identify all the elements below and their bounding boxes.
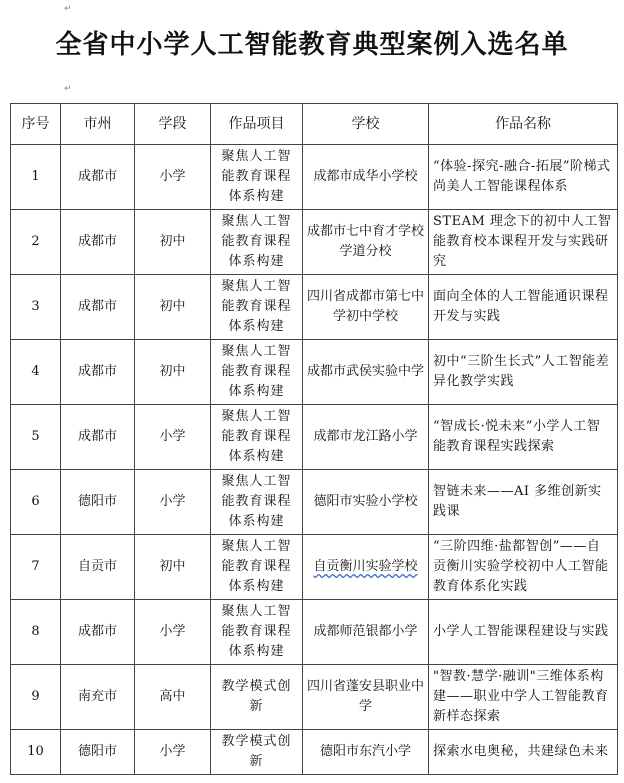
cell-school: 德阳市东汽小学 xyxy=(303,730,429,775)
table-row xyxy=(11,665,618,730)
cell-city: 成都市 xyxy=(61,340,135,405)
cell-school: 成都市成华小学校 xyxy=(303,145,429,210)
table-row xyxy=(11,210,618,275)
table-row xyxy=(11,340,618,405)
cell-seq: 5 xyxy=(11,405,61,470)
school-name-spellcheck: 自贡衡川实验学校 xyxy=(313,559,418,574)
cell-stage: 小学 xyxy=(135,470,211,535)
cell-stage: 小学 xyxy=(135,730,211,775)
cell-seq: 6 xyxy=(11,470,61,535)
cell-city: 成都市 xyxy=(61,600,135,665)
cell-project: 聚焦人工智能教育课程体系构建 xyxy=(211,470,303,535)
header-project: 作品项目 xyxy=(211,104,303,145)
table-row xyxy=(11,470,618,535)
cell-city: 成都市 xyxy=(61,275,135,340)
cell-project: 聚焦人工智能教育课程体系构建 xyxy=(211,210,303,275)
table-row xyxy=(11,405,618,470)
cell-city: 南充市 xyxy=(61,665,135,730)
table-row xyxy=(11,275,618,340)
cell-school: 成都市七中育才学校学道分校 xyxy=(303,210,429,275)
cell-work: "智教·慧学·融训"三维体系构建——职业中学人工智能教育新样态探索 xyxy=(429,665,618,730)
cell-work: 智链未来——AI 多维创新实践课 xyxy=(429,470,618,535)
cell-project: 教学模式创新 xyxy=(211,730,303,775)
header-work: 作品名称 xyxy=(429,104,618,145)
page-title: 全省中小学人工智能教育典型案例入选名单 xyxy=(55,30,569,60)
cell-school xyxy=(303,535,429,600)
cell-school: 德阳市实验小学校 xyxy=(303,470,429,535)
cell-city: 德阳市 xyxy=(61,730,135,775)
cell-work: 初中“三阶生长式”人工智能差异化教学实践 xyxy=(429,340,618,405)
cell-seq: 1 xyxy=(11,145,61,210)
table-header-row xyxy=(11,104,618,145)
cell-seq: 4 xyxy=(11,340,61,405)
cell-seq: 2 xyxy=(11,210,61,275)
header-city: 市州 xyxy=(61,104,135,145)
cell-school: 成都师范银都小学 xyxy=(303,600,429,665)
cell-city: 德阳市 xyxy=(61,470,135,535)
cell-seq: 7 xyxy=(11,535,61,600)
cell-seq: 10 xyxy=(11,730,61,775)
cell-stage: 初中 xyxy=(135,210,211,275)
cell-stage: 初中 xyxy=(135,275,211,340)
table-row xyxy=(11,145,618,210)
cell-work: 探索水电奥秘，共建绿色未来 xyxy=(429,730,618,775)
cell-project: 聚焦人工智能教育课程体系构建 xyxy=(211,275,303,340)
paragraph-mark: ↵ xyxy=(64,4,72,14)
paragraph-mark: ↵ xyxy=(64,84,72,94)
cell-school: 四川省蓬安县职业中学 xyxy=(303,665,429,730)
cell-work: STEAM 理念下的初中人工智能教育校本课程开发与实践研究 xyxy=(429,210,618,275)
cell-project: 聚焦人工智能教育课程体系构建 xyxy=(211,535,303,600)
cell-work: 面向全体的人工智能通识课程开发与实践 xyxy=(429,275,618,340)
cell-stage: 初中 xyxy=(135,340,211,405)
cell-city: 成都市 xyxy=(61,405,135,470)
cell-stage: 高中 xyxy=(135,665,211,730)
cell-seq: 3 xyxy=(11,275,61,340)
cell-project: 聚焦人工智能教育课程体系构建 xyxy=(211,600,303,665)
cell-city: 成都市 xyxy=(61,145,135,210)
cell-school: 四川省成都市第七中学初中学校 xyxy=(303,275,429,340)
cell-seq: 8 xyxy=(11,600,61,665)
header-school: 学校 xyxy=(303,104,429,145)
cell-work: 小学人工智能课程建设与实践 xyxy=(429,600,618,665)
cell-stage: 小学 xyxy=(135,600,211,665)
header-seq: 序号 xyxy=(11,104,61,145)
cell-stage: 初中 xyxy=(135,535,211,600)
cell-school: 成都市武侯实验中学 xyxy=(303,340,429,405)
cell-stage: 小学 xyxy=(135,405,211,470)
cell-work: “三阶四维·盐都智创”——自贡衡川实验学校初中人工智能教育体系化实践 xyxy=(429,535,618,600)
cell-city: 自贡市 xyxy=(61,535,135,600)
cell-city: 成都市 xyxy=(61,210,135,275)
cell-project: 聚焦人工智能教育课程体系构建 xyxy=(211,145,303,210)
candidate-list-table xyxy=(10,103,618,775)
table-row xyxy=(11,535,618,600)
cell-stage: 小学 xyxy=(135,145,211,210)
cell-seq: 9 xyxy=(11,665,61,730)
cell-project: 聚焦人工智能教育课程体系构建 xyxy=(211,340,303,405)
cell-school: 成都市龙江路小学 xyxy=(303,405,429,470)
cell-work: “智成长·悦未来”小学人工智能教育课程实践探索 xyxy=(429,405,618,470)
header-stage: 学段 xyxy=(135,104,211,145)
cell-work: “体验-探究-融合-拓展”阶梯式尚美人工智能课程体系 xyxy=(429,145,618,210)
table-row xyxy=(11,600,618,665)
table-row xyxy=(11,730,618,775)
cell-project: 聚焦人工智能教育课程体系构建 xyxy=(211,405,303,470)
cell-project: 教学模式创新 xyxy=(211,665,303,730)
